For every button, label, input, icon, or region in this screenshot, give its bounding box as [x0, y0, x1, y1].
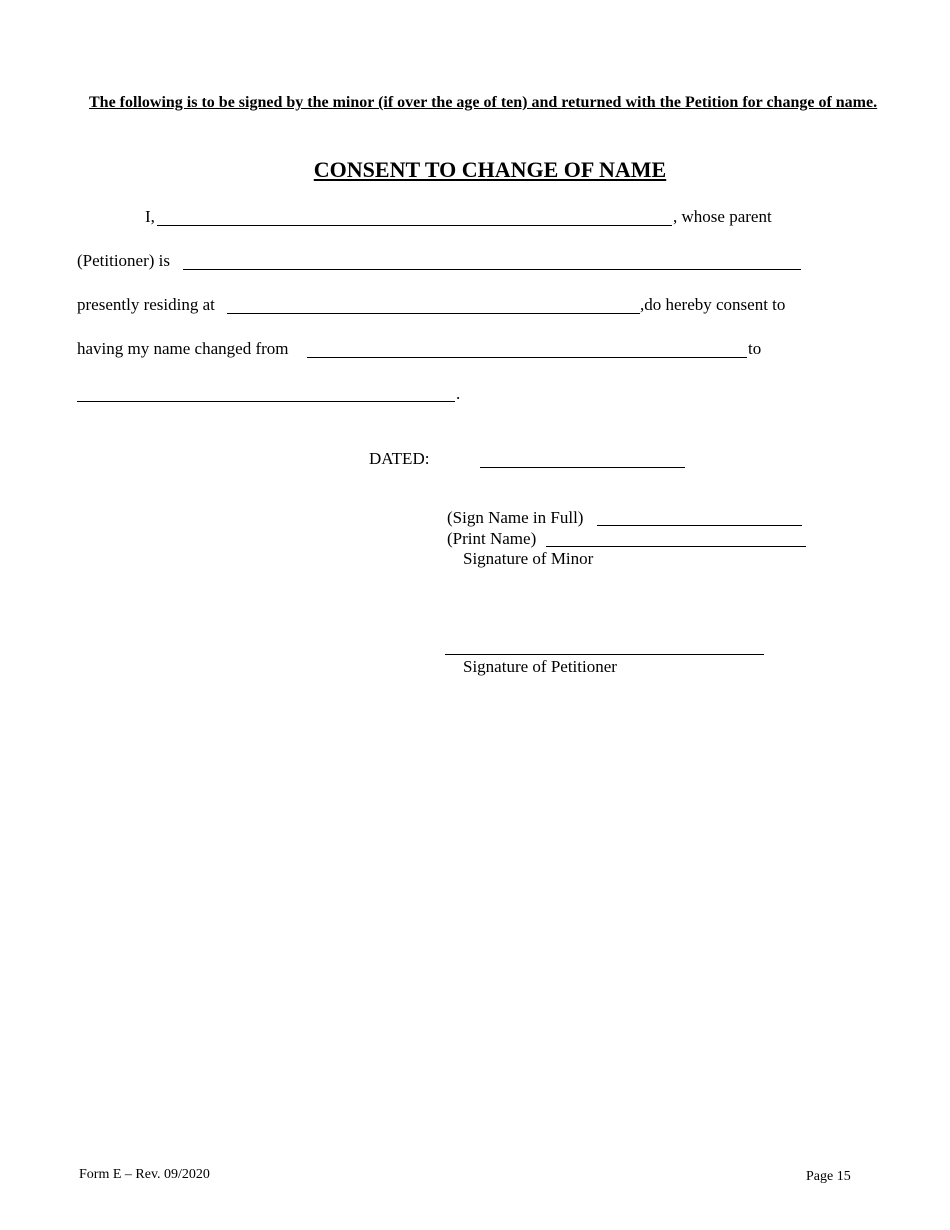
new-name-field[interactable] — [77, 401, 455, 402]
petitioner-signature-field[interactable] — [445, 654, 764, 655]
page-number: Page 15 — [806, 1169, 851, 1184]
minor-signature-caption: Signature of Minor — [463, 549, 594, 568]
line1-suffix: , whose parent — [673, 207, 772, 226]
petitioner-signature-caption: Signature of Petitioner — [463, 657, 617, 676]
petitioner-name-field[interactable] — [183, 269, 801, 270]
minor-name-field[interactable] — [157, 225, 672, 226]
form-revision: Form E – Rev. 09/2020 — [79, 1167, 210, 1182]
line4-prefix: having my name changed from — [77, 339, 289, 358]
line5-suffix: . — [456, 384, 461, 403]
dated-label: DATED: — [369, 449, 430, 468]
residence-field[interactable] — [227, 313, 640, 314]
minor-print-name-field[interactable] — [546, 546, 806, 547]
minor-signature-field[interactable] — [597, 525, 802, 526]
page-title: CONSENT TO CHANGE OF NAME — [313, 157, 667, 182]
sign-name-label: (Sign Name in Full) — [447, 508, 584, 527]
line1-prefix: I, — [145, 207, 155, 226]
current-name-field[interactable] — [307, 357, 747, 358]
instruction-text: The following is to be signed by the minor (if over the age of ten) and returned with the Petition for change of name. — [89, 94, 878, 111]
line4-suffix: to — [748, 339, 762, 358]
line2-prefix: (Petitioner) is — [77, 251, 171, 270]
print-name-label: (Print Name) — [447, 529, 537, 548]
line3-suffix: ,do hereby consent to — [640, 295, 786, 314]
line3-prefix: presently residing at — [77, 295, 215, 314]
date-field[interactable] — [480, 467, 685, 468]
